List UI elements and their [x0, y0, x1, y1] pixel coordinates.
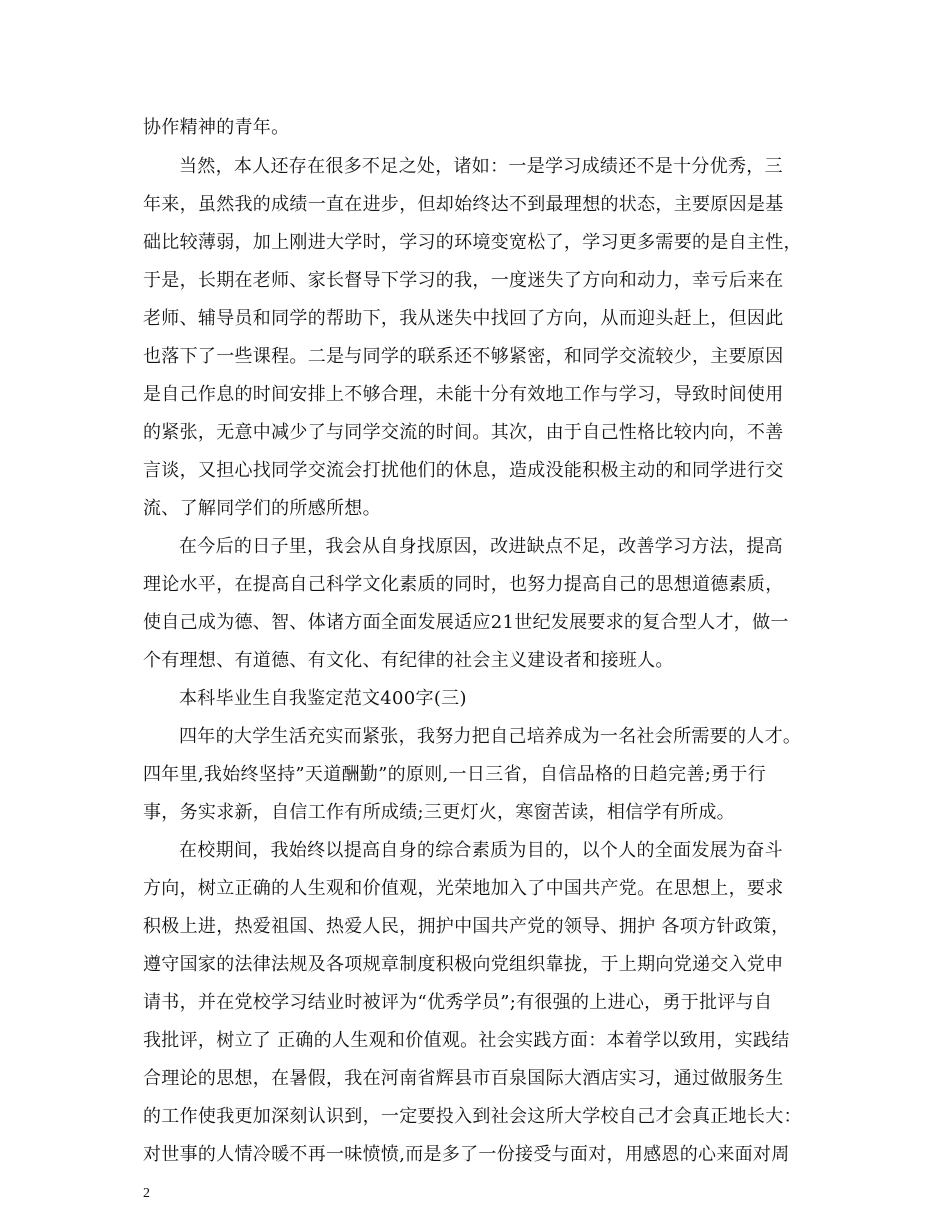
text-line: 老师、辅导员和同学的帮助下，我从迷失中找回了方向，从而迎头赶上，但因此 — [143, 308, 784, 329]
text-line: 对世事的人情冷暖不再一味愤愤,而是多了一份接受与面对，用感恩的心来面对周 — [143, 1144, 790, 1165]
text-line: 积极上进，热爱祖国、热爱人民，拥护中国共产党的领导、拥护 各项方针政策， — [143, 916, 790, 937]
text-line: 言谈，又担心找同学交流会打扰他们的休息，造成没能积极主动的和同学进行交 — [143, 460, 784, 481]
text-line: 理论水平，在提高自己科学文化素质的同时，也努力提高自己的思想道德素质， — [143, 574, 784, 595]
text-line: 协作精神的青年。 — [143, 117, 290, 138]
text-line: 年来，虽然我的成绩一直在进步，但却始终达不到最理想的状态，主要原因是基 — [143, 194, 784, 215]
paragraph-first-line: 在校期间，我始终以提高自身的综合素质为目的，以个人的全面发展为奋斗 — [179, 840, 783, 861]
text-line: 方向，树立正确的人生观和价值观，光荣地加入了中国共产党。在思想上，要求 — [143, 878, 784, 899]
text-line: 流、了解同学们的所感所想。 — [143, 498, 381, 519]
text-line: 我批评，树立了 正确的人生观和价值观。社会实践方面：本着学以致用，实践结 — [143, 1030, 790, 1051]
text-line: 的工作使我更加深刻认识到，一定要投入到社会这所大学校自己才会真正地长大： — [143, 1106, 802, 1127]
text-line: 四年里,我始终坚持”天道酬勤”的原则,一日三省，自信品格的日趋完善;勇于行 — [143, 764, 767, 785]
text-line: 使自己成为德、智、体诸方面全面发展适应21世纪发展要求的复合型人才，做一 — [143, 612, 789, 633]
text-line: 础比较薄弱，加上刚进大学时，学习的环境变宽松了，学习更多需要的是自主性， — [143, 232, 802, 253]
text-line: 也落下了一些课程。二是与同学的联系还不够紧密，和同学交流较少，主要原因 — [143, 346, 784, 367]
text-line: 事，务实求新，自信工作有所成绩;三更灯火，寒窗苦读，相信学有所成。 — [143, 802, 735, 823]
text-line: 于是，长期在老师、家长督导下学习的我，一度迷失了方向和动力，幸亏后来在 — [143, 270, 784, 291]
page-number: 2 — [143, 1186, 150, 1201]
text-line: 遵守国家的法律法规及各项规章制度积极向党组织靠拢，于上期向党递交入党申 — [143, 954, 784, 975]
text-line: 个有理想、有道德、有文化、有纪律的社会主义建设者和接班人。 — [143, 650, 674, 671]
paragraph-first-line: 当然，本人还存在很多不足之处，诸如：一是学习成绩还不是十分优秀，三 — [179, 156, 783, 177]
text-line: 的紧张，无意中减少了与同学交流的时间。其次，由于自己性格比较内向，不善 — [143, 422, 784, 443]
text-line: 是自己作息的时间安排上不够合理，未能十分有效地工作与学习，导致时间使用 — [143, 384, 784, 405]
text-line: 合理论的思想，在暑假，我在河南省辉县市百泉国际大酒店实习，通过做服务生 — [143, 1068, 784, 1089]
text-line: 请书，并在党校学习结业时被评为“优秀学员”;有很强的上进心，勇于批评与自 — [143, 992, 773, 1013]
paragraph-first-line: 四年的大学生活充实而紧张，我努力把自己培养成为一名社会所需要的人才。 — [179, 726, 802, 747]
section-title: 本科毕业生自我鉴定范文400字(三) — [179, 688, 467, 709]
paragraph-first-line: 在今后的日子里，我会从自身找原因，改进缺点不足，改善学习方法，提高 — [179, 536, 783, 557]
